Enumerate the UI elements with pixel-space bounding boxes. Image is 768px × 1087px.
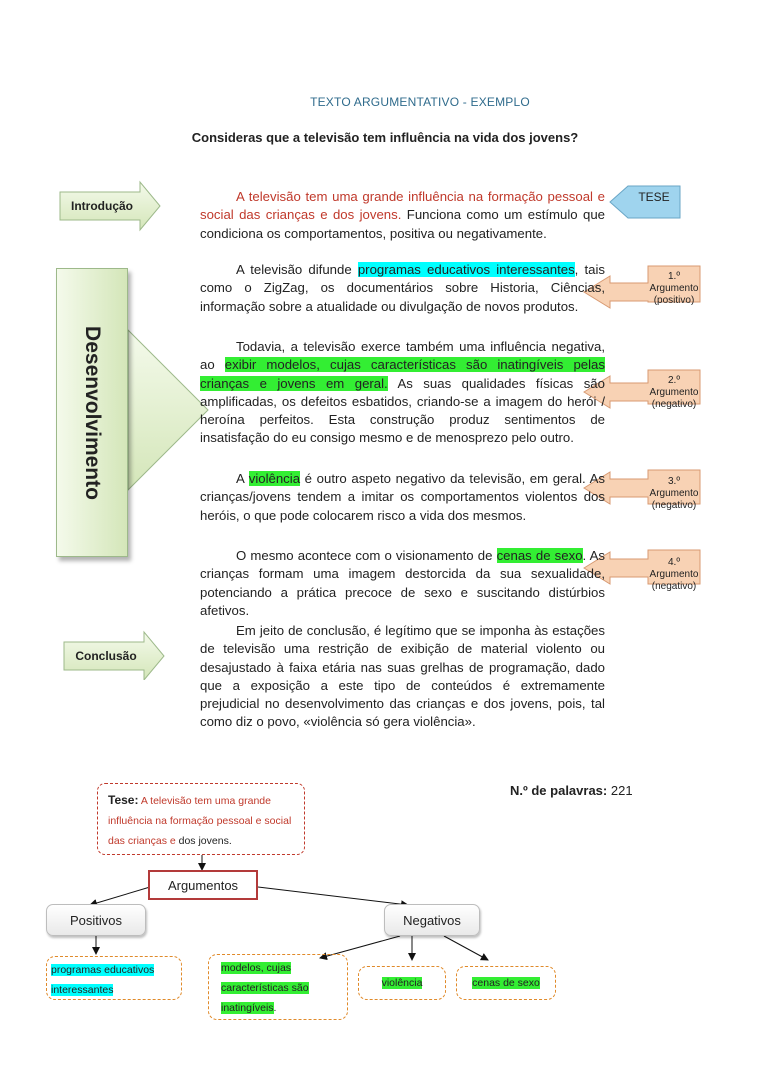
- tese-summary-label: Tese:: [108, 793, 139, 807]
- desenvolvimento-arrow-head: [128, 330, 208, 490]
- leaf-sexo-text: cenas de sexo: [472, 977, 540, 989]
- thesis-sentence: A televisão tem uma grande influência na formação pessoal e social das crianças e dos jovens.: [200, 189, 605, 223]
- arg4-title: 4.º Argumento: [649, 557, 699, 580]
- arg2-type: (negativo): [651, 399, 697, 410]
- highlight-cenas-de-sexo: cenas de sexo: [496, 548, 583, 563]
- tese-summary-box: [97, 783, 305, 855]
- argumentos-box: Argumentos: [148, 870, 258, 900]
- word-count-label: N.º de palavras:: [510, 783, 608, 798]
- paragraph-introduction: A televisão tem uma grande influência na formação pessoal e social das crianças e dos jovens. Funciona como um estímulo que condiciona os comportamentos, positiva ou negativamente.: [200, 189, 605, 241]
- document-title: TEXTO ARGUMENTATIVO - EXEMPLO: [310, 95, 530, 109]
- leaf-modelos: modelos, cujas características são inatingíveis.: [208, 954, 348, 1020]
- leaf-violencia: [358, 966, 446, 1000]
- leaf-cenas-de-sexo: [456, 966, 556, 1000]
- arg4-type: (negativo): [651, 581, 697, 592]
- leaf-modelos-text: modelos, cujas características são inatingíveis: [221, 962, 309, 1014]
- paragraph-argument-3: A violência é outro aspeto negativo da televisão, em geral. As crianças/jovens tendem a imitar os comportamentos violentos dos heróis, o que pode colocarem risco a vida dos mesmos.: [200, 471, 606, 523]
- tese-summary-red: A televisão tem uma grande influência na formação pessoal e social das crianças e: [108, 795, 292, 847]
- positivos-box: Positivos: [46, 904, 146, 936]
- introducao-label: Introdução: [71, 199, 133, 213]
- arg3-callout: [648, 476, 700, 512]
- leaf-programas-educativos: [46, 956, 182, 1000]
- word-count: [510, 783, 633, 798]
- tese-summary-end: dos jovens.: [175, 835, 232, 847]
- paragraph-argument-1: A televisão difunde programas educativos interessantes, tais como o ZigZag, os documentários sobre Historia, Ciências, informação sobre a atualidade ou divulgação de novos produtos.: [200, 262, 606, 314]
- negativos-box: Negativos: [384, 904, 480, 936]
- paragraph-argument-2: Todavia, a televisão exerce também uma influência negativa, ao exibir modelos, cujas características são inatingíveis pelas crianças e jovens em geral. As suas qualidades físicas são amplificadas, os defeitos esbatidos, criando-se a imagem do herói / heroína perfeitos. Esta construção produz sentimentos de insatisfação do eu consigo mesmo e de menosprezo pelo outro.: [200, 339, 605, 446]
- conclusao-label: Conclusão: [75, 649, 137, 663]
- arg1-callout: [648, 271, 700, 307]
- argumentos-to-negativos-arrow: [258, 887, 408, 905]
- question-heading: Consideras que a televisão tem influência na vida dos jovens?: [191, 130, 579, 145]
- arg1-title: 1.º Argumento: [649, 271, 699, 294]
- arg4-callout: [648, 557, 700, 593]
- highlight-programas: programas educativos interessantes: [357, 262, 575, 277]
- negativos-to-sexo-arrow: [444, 936, 488, 960]
- highlight-violencia: violência: [248, 471, 301, 486]
- arg1-type: (positivo): [653, 295, 695, 306]
- arg3-title: 3.º Argumento: [649, 476, 699, 499]
- paragraph-conclusion: Em jeito de conclusão, é legítimo que se imponha às estações de televisão uma restrição de exibição de material violento ou desajustado à faixa etária nas suas grelhas de programação, dado que a exposição a este tipo de conteúdos é extremamente prejudicial no desenvolvimento das crianças e dos jovens, pois, tal como diz o povo, «violência só gera violência».: [200, 623, 605, 730]
- leaf-programas-text: programas educativos interessantes: [51, 964, 155, 996]
- word-count-value: 221: [610, 783, 633, 798]
- paragraph-argument-4: O mesmo acontece com o visionamento de cenas de sexo. As crianças formam uma imagem destorcida da sua sexualidade, potenciando a prática precoce de sexo e suscitando distúrbios afetivos.: [200, 548, 606, 618]
- arg3-type: (negativo): [651, 500, 697, 511]
- desenvolvimento-label: Desenvolvimento: [81, 325, 105, 500]
- leaf-violencia-text: violência: [381, 977, 423, 989]
- tese-callout-label: TESE: [638, 190, 670, 204]
- arg2-callout: [648, 375, 700, 411]
- argumentos-to-positivos-arrow: [90, 887, 150, 905]
- desenvolvimento-box: [56, 268, 128, 557]
- arg2-title: 2.º Argumento: [649, 375, 699, 398]
- highlight-modelos: exibir modelos, cujas características são inatingíveis pelas crianças e jovens em geral.: [200, 357, 605, 391]
